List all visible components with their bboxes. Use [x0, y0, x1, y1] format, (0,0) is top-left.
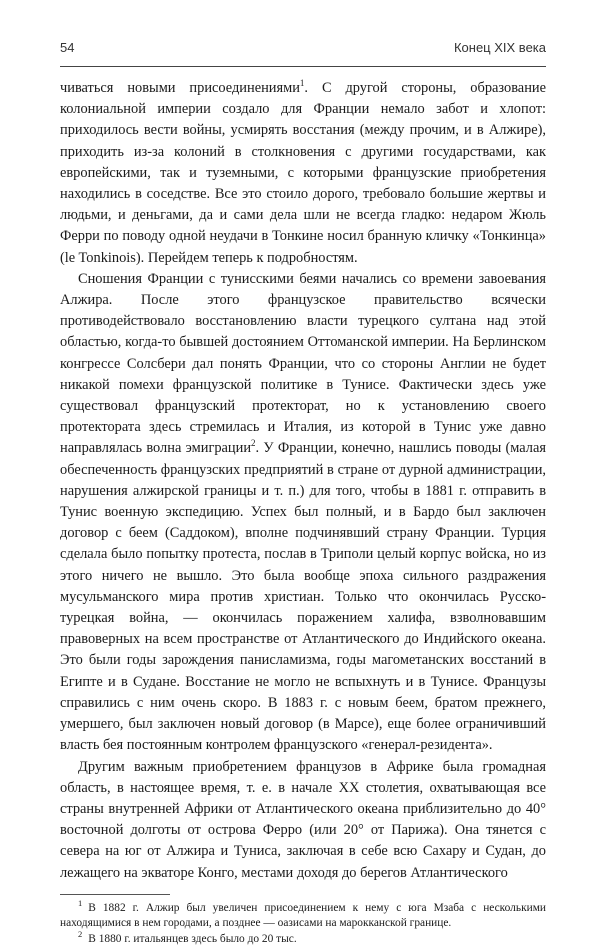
footnote-text: В 1882 г. Алжир был увеличен присоединением к нему с юга Мзаба с несколькими находящимися в нем городами, а позднее — оазисами на марокканской границе.: [60, 901, 546, 930]
paragraph-text: Сношения Франции с тунисскими беями начались со времени завоевания Алжира. После этого французское правительство всячески противодействовало восстановлению власти турецкого султана над этой областью, когда-то бывшей достоянием Оттоманской империи. На Берлинском конгрессе Солсбери дал понять Франции, что со стороны Англии не будет никакой помехи французской политике в Тунисе. Фактически здесь уже существовал французский протекторат, но к установлению своего протектората здесь стремилась и Италия, из которой в Тунис уже давно направлялась волна эмиграции: [60, 270, 546, 457]
paragraph-1: [60, 78, 546, 269]
paragraph-2: [60, 269, 546, 757]
paragraph-text: . С другой стороны, образование колониальной империи создало для Франции немало забот и хлопот: приходилось вести войны, усмирять восстания (между прочим, и в Алжире), приходить из-за колоний в столкновения с другими государствами, как европейскими, так и туземными, с которыми французские приобретения находились в соседстве. Все это стоило дорого, требовало большие жертвы и людьми, и деньгами, да и сами дела шли не всегда гладко: недаром Жюль Ферри по поводу одной неудачи в Тонкине носил бранную кличку «Тонкинца» (le Tonkinois). Перейдем теперь к подробностям.: [60, 80, 546, 266]
footnotes: [60, 897, 546, 948]
footnote-mark: 2: [78, 929, 83, 940]
footnote-rule: [60, 894, 170, 895]
paragraph-text: . У Франции, конечно, нашлись поводы (малая обеспеченность французских предприятий в стране от дурной администрации, нарушения алжирской границы и т. п.) для того, чтобы в 1881 г. отправить в Тунис военную экспедицию. Успех был полный, и в Бардо был заключен договор с беем (Саддоком), вполне подчинявший страну Франции. Турция сделала было попытку протеста, послав в Триполи целый корпус войска, но из этого ничего не вышло. Это была вообще эпоха сильного раздражения мусульманского мира против христиан. Только что окончилась Русско-турецкая война, — окончилась поражением халифа, взволновавшим правоверных на всем пространстве от Атлантического до Индийского океана. Это были годы зарождения панисламизма, годы магометанских восстаний в Египте и в Судане. Восстание не могло не вспыхнуть и в Тунисе. Французы справились с ним очень скоро. В 1883 г. с новым беем, братом прежнего, умершего, был заключен новый договор (в Марсе), еще более ограничивший власть бея постоянным контролем французского «генерал-резидента».: [60, 440, 546, 754]
paragraph-text: Другим важным приобретением французов в Африке была громадная область, в настоящее время, т. е. в начале XX столетия, охватывающая все страны внутренней Африки от Атлантического океана приблизительно до 40° восточной долготы от острова Ферро (или 20° от Парижа). Она тянется с севера на юг от Алжира и Туниса, заключая в себе всю Сахару и Судан, до лежащего на экваторе Конго, местами доходя до берегов Атлантического: [60, 758, 546, 881]
body-text: [60, 78, 546, 884]
footnote-ref-2: 2: [251, 438, 256, 449]
book-page: [60, 40, 546, 948]
footnote-mark: 1: [78, 897, 83, 908]
paragraph-3: [60, 757, 546, 884]
running-header: [60, 40, 546, 62]
running-title: Конец XIX века: [453, 40, 546, 55]
footnote-2: [60, 929, 546, 948]
page-number: 54: [60, 40, 75, 55]
paragraph-text: чиваться новыми присоединениями: [60, 80, 300, 96]
footnote-text: В 1880 г. итальянцев здесь было до 20 тыс.: [88, 932, 297, 945]
footnote-ref-1: 1: [299, 78, 305, 89]
footnote-1: [60, 897, 546, 932]
header-rule: [60, 66, 546, 67]
